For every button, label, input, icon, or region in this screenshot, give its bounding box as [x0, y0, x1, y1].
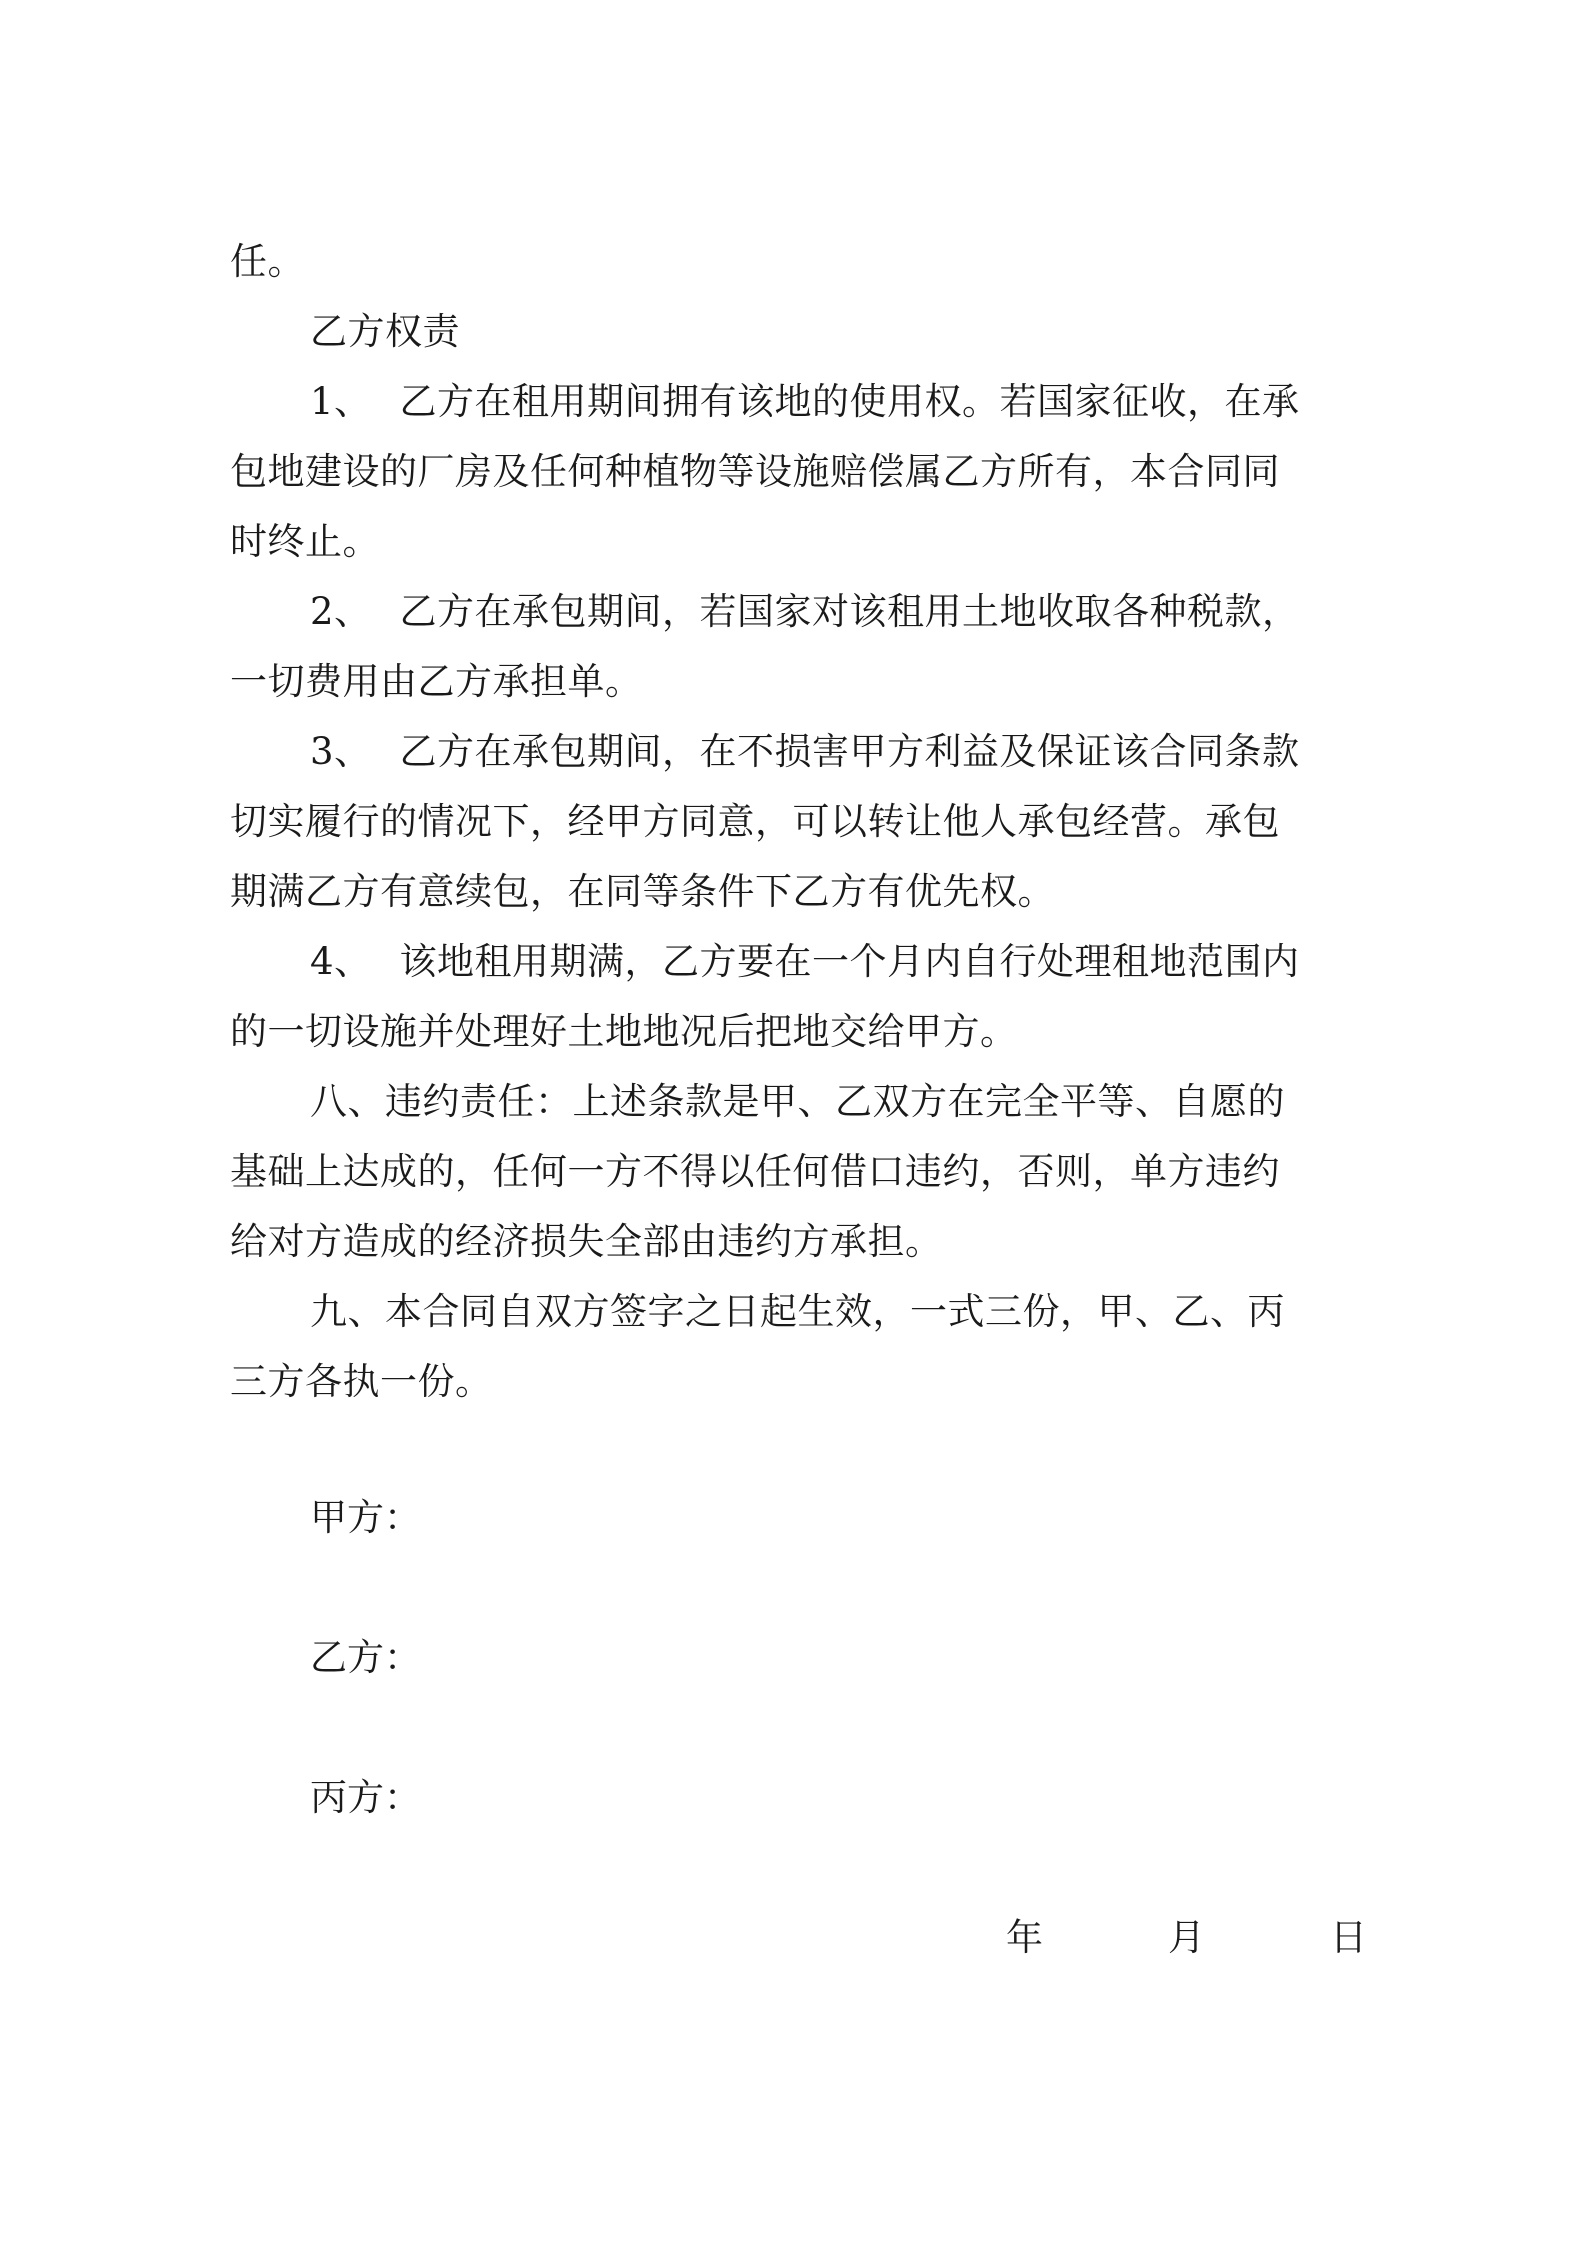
item-number: 1、	[310, 380, 372, 423]
item-2-line-2: 一切费用由乙方承担单。	[230, 660, 643, 703]
item-number: 4、	[310, 940, 372, 983]
clause-8-line-1: 八、违约责任：上述条款是甲、乙双方在完全平等、自愿的	[310, 1080, 1285, 1123]
date-year: 年	[1006, 1916, 1043, 1959]
item-text: 乙方在承包期间，在不损害甲方利益及保证该合同条款	[399, 730, 1300, 773]
item-2-line-1	[310, 588, 1300, 636]
item-3-line-1	[310, 728, 1300, 776]
item-number: 3、	[310, 730, 372, 773]
item-number: 2、	[310, 590, 372, 633]
item-1-line-1	[310, 378, 1300, 426]
date-day: 日	[1330, 1916, 1367, 1959]
party-b-label: 乙方：	[310, 1636, 421, 1679]
item-text: 乙方在租用期间拥有该地的使用权。若国家征收，在承	[399, 380, 1300, 423]
date-month: 月	[1168, 1916, 1205, 1959]
item-1-line-3: 时终止。	[230, 520, 380, 563]
clause-9-line-2: 三方各执一份。	[230, 1360, 493, 1403]
clause-8-line-2: 基础上达成的，任何一方不得以任何借口违约，否则，单方违约	[230, 1150, 1280, 1193]
section-heading: 乙方权责	[310, 310, 460, 353]
item-1-line-2: 包地建设的厂房及任何种植物等设施赔偿属乙方所有，本合同同	[230, 450, 1280, 493]
item-3-line-3: 期满乙方有意续包，在同等条件下乙方有优先权。	[230, 870, 1055, 913]
item-text: 该地租用期满，乙方要在一个月内自行处理租地范围内	[399, 940, 1300, 983]
clause-8-line-3: 给对方造成的经济损失全部由违约方承担。	[230, 1220, 943, 1263]
party-a-label: 甲方：	[310, 1496, 421, 1539]
item-text: 乙方在承包期间，若国家对该租用土地收取各种税款，	[399, 590, 1300, 633]
clause-9-line-1: 九、本合同自双方签字之日起生效，一式三份，甲、乙、丙	[310, 1290, 1285, 1333]
item-4-line-2: 的一切设施并处理好土地地况后把地交给甲方。	[230, 1010, 1018, 1053]
continuation-text: 任。	[230, 240, 305, 283]
item-4-line-1	[310, 938, 1300, 986]
party-c-label: 丙方：	[310, 1776, 421, 1819]
item-3-line-2: 切实履行的情况下，经甲方同意，可以转让他人承包经营。承包	[230, 800, 1280, 843]
